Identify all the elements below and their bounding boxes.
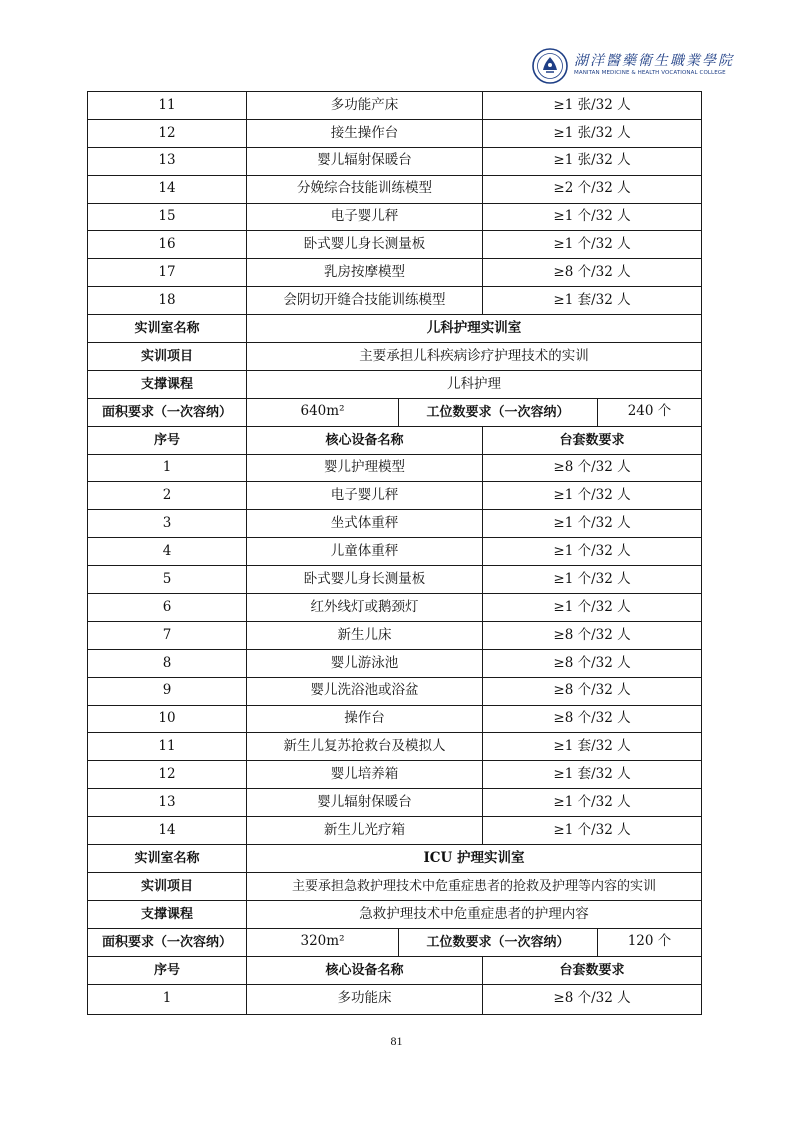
table-row [88,119,702,147]
room-name-value: ICU 护理实训室 [247,845,702,873]
column-header-row [88,956,702,984]
room-name-row [88,315,702,343]
table-row [88,789,702,817]
row-no: 12 [88,761,247,789]
table-row [88,203,702,231]
equipment-header: 核心设备名称 [247,426,483,454]
table-row [88,231,702,259]
row-equipment: 多功能产床 [247,92,483,120]
row-no: 10 [88,705,247,733]
table-row [88,594,702,622]
row-equipment: 婴儿游泳池 [247,649,483,677]
row-equipment: 电子婴儿秤 [247,203,483,231]
seq-header: 序号 [88,426,247,454]
row-no: 11 [88,92,247,120]
row-quantity: ≥1 个/32 人 [483,594,702,622]
row-quantity: ≥1 个/32 人 [483,510,702,538]
area-value: 320m² [247,928,399,956]
row-quantity: ≥1 套/32 人 [483,733,702,761]
row-no: 14 [88,175,247,203]
area-row [88,928,702,956]
row-no: 16 [88,231,247,259]
row-equipment: 新生儿光疗箱 [247,817,483,845]
table-row [88,733,702,761]
row-equipment: 坐式体重秤 [247,510,483,538]
room-name-value: 儿科护理实训室 [247,315,702,343]
row-no: 7 [88,621,247,649]
row-equipment: 操作台 [247,705,483,733]
row-equipment: 儿童体重秤 [247,538,483,566]
row-no: 3 [88,510,247,538]
college-logo [532,48,734,84]
table-row [88,817,702,845]
stations-value: 240 个 [598,398,702,426]
row-no: 17 [88,259,247,287]
room-name-label: 实训室名称 [88,845,247,873]
row-quantity: ≥1 个/32 人 [483,538,702,566]
table-row [88,287,702,315]
row-no: 13 [88,147,247,175]
row-equipment: 会阴切开缝合技能训练模型 [247,287,483,315]
row-quantity: ≥1 个/32 人 [483,817,702,845]
row-quantity: ≥1 套/32 人 [483,761,702,789]
row-quantity: ≥8 个/32 人 [483,259,702,287]
row-no: 18 [88,287,247,315]
row-equipment: 红外线灯或鹅颈灯 [247,594,483,622]
stations-label: 工位数要求（一次容纳） [399,928,598,956]
course-value: 急救护理技术中危重症患者的护理内容 [247,900,702,928]
project-row [88,343,702,371]
area-value: 640m² [247,398,399,426]
row-equipment: 婴儿辐射保暖台 [247,789,483,817]
row-quantity: ≥8 个/32 人 [483,621,702,649]
table-row [88,147,702,175]
row-equipment: 新生儿复苏抢救台及模拟人 [247,733,483,761]
table-row [88,92,702,120]
row-equipment: 婴儿培养箱 [247,761,483,789]
row-quantity: ≥8 个/32 人 [483,705,702,733]
quantity-header: 台套数要求 [483,426,702,454]
course-row [88,900,702,928]
row-equipment: 新生儿床 [247,621,483,649]
row-quantity: ≥2 个/32 人 [483,175,702,203]
row-no: 5 [88,566,247,594]
table-row [88,454,702,482]
table-row [88,510,702,538]
area-label: 面积要求（一次容纳） [88,928,247,956]
area-label: 面积要求（一次容纳） [88,398,247,426]
row-quantity: ≥1 个/32 人 [483,203,702,231]
row-no: 12 [88,119,247,147]
table-row [88,259,702,287]
row-no: 4 [88,538,247,566]
row-equipment: 婴儿辐射保暖台 [247,147,483,175]
seq-header: 序号 [88,956,247,984]
project-row [88,872,702,900]
row-equipment: 婴儿护理模型 [247,454,483,482]
row-quantity: ≥1 个/32 人 [483,789,702,817]
row-equipment: 卧式婴儿身长测量板 [247,566,483,594]
table-row [88,761,702,789]
room-name-row [88,845,702,873]
table-row [88,482,702,510]
table-row [88,705,702,733]
row-no: 1 [88,984,247,1014]
row-no: 2 [88,482,247,510]
row-equipment: 分娩综合技能训练模型 [247,175,483,203]
row-quantity: ≥8 个/32 人 [483,677,702,705]
project-label: 实训项目 [88,343,247,371]
row-equipment: 乳房按摩模型 [247,259,483,287]
row-equipment: 接生操作台 [247,119,483,147]
row-no: 6 [88,594,247,622]
row-quantity: ≥1 套/32 人 [483,287,702,315]
course-label: 支撑课程 [88,370,247,398]
row-equipment: 电子婴儿秤 [247,482,483,510]
row-no: 9 [88,677,247,705]
quantity-header: 台套数要求 [483,956,702,984]
course-value: 儿科护理 [247,370,702,398]
row-equipment: 卧式婴儿身长测量板 [247,231,483,259]
row-no: 1 [88,454,247,482]
row-equipment: 婴儿洗浴池或浴盆 [247,677,483,705]
table-row [88,677,702,705]
row-quantity: ≥1 个/32 人 [483,482,702,510]
table-row [88,621,702,649]
room-name-label: 实训室名称 [88,315,247,343]
page-number: 81 [390,1034,403,1048]
table-row [88,566,702,594]
stations-label: 工位数要求（一次容纳） [399,398,598,426]
table-row [88,984,702,1014]
table-row [88,649,702,677]
course-label: 支撑课程 [88,900,247,928]
project-label: 实训项目 [88,872,247,900]
equipment-header: 核心设备名称 [247,956,483,984]
row-quantity: ≥1 张/32 人 [483,147,702,175]
row-no: 14 [88,817,247,845]
row-quantity: ≥1 个/32 人 [483,566,702,594]
row-no: 11 [88,733,247,761]
row-no: 8 [88,649,247,677]
course-row [88,370,702,398]
row-quantity: ≥1 张/32 人 [483,92,702,120]
table-row [88,175,702,203]
stations-value: 120 个 [598,928,702,956]
row-equipment: 多功能床 [247,984,483,1014]
row-quantity: ≥1 个/32 人 [483,231,702,259]
row-quantity: ≥1 张/32 人 [483,119,702,147]
table-row [88,538,702,566]
project-value: 主要承担急救护理技术中危重症患者的抢救及护理等内容的实训 [247,872,702,900]
equipment-table [87,91,702,1015]
row-quantity: ≥8 个/32 人 [483,649,702,677]
project-value: 主要承担儿科疾病诊疗护理技术的实训 [247,343,702,371]
row-no: 13 [88,789,247,817]
row-quantity: ≥8 个/32 人 [483,454,702,482]
area-row [88,398,702,426]
college-emblem-icon [532,48,568,84]
row-quantity: ≥8 个/32 人 [483,984,702,1014]
row-no: 15 [88,203,247,231]
college-name-en: MANITAN MEDICINE & HEALTH VOCATIONAL COLLEGE [574,70,726,76]
column-header-row [88,426,702,454]
college-name-cn: 湖洋醫藥衛生職業學院 [574,53,734,69]
